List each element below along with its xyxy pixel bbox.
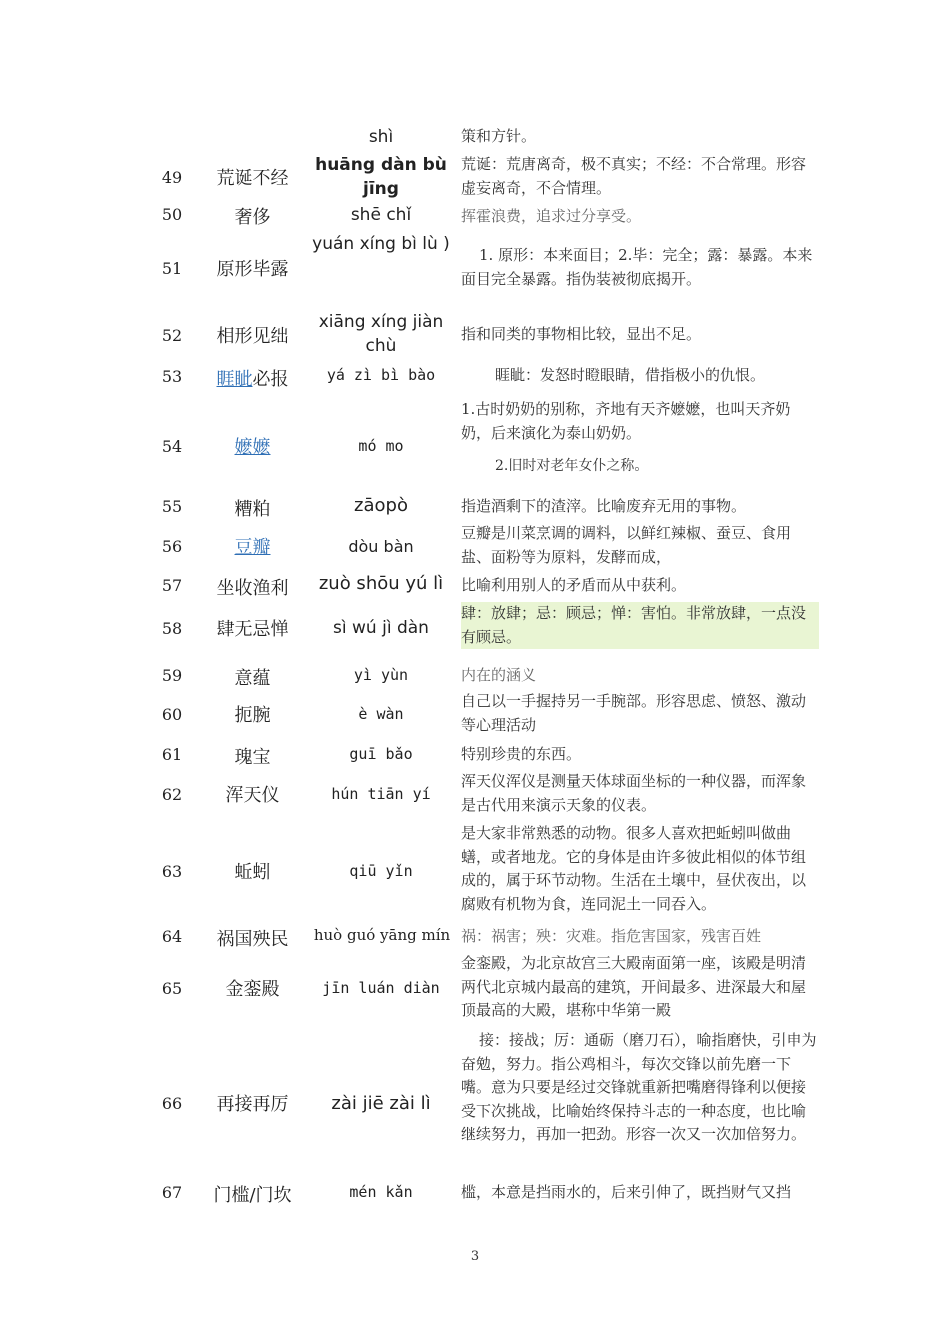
word-cell: 蚯蚓 — [234, 862, 271, 883]
pinyin-cell: yá zì bì bào — [326, 366, 436, 384]
pinyin-cell: yì yùn — [353, 666, 409, 684]
pinyin-cell: è wàn — [358, 705, 404, 723]
row-number: 50 — [161, 205, 183, 224]
definition-cell: 浑天仪浑仪是测量天体球面坐标的一种仪器，而浑象是古代用来演示天象的仪表。 — [461, 772, 807, 814]
definition-cell: 豆瓣是川菜烹调的调料，以鲜红辣椒、蚕豆、食用盐、面粉等为原料，发酵而成， — [461, 524, 792, 566]
pinyin-cell: guī bǎo — [349, 745, 413, 763]
table-row — [0, 153, 950, 201]
table-row — [0, 310, 950, 360]
word-link[interactable]: 嬷嬷 — [234, 437, 271, 458]
table-row — [0, 743, 950, 767]
word-cell: 金銮殿 — [225, 979, 280, 1000]
pinyin-cell: hún tiān yí — [331, 785, 431, 803]
row-number: 67 — [161, 1183, 183, 1202]
table-row — [0, 664, 950, 688]
row-number: 53 — [161, 367, 183, 386]
row-number: 64 — [161, 927, 183, 946]
table-row — [0, 1181, 950, 1205]
table-row — [0, 398, 950, 486]
definition-line: 1.古时奶奶的别称，齐地有天齐嬷嬷，也叫天齐奶奶，后来演化为泰山奶奶。 — [461, 400, 791, 442]
row-number: 65 — [161, 978, 183, 998]
table-row — [0, 522, 950, 570]
row-number: 52 — [161, 325, 183, 345]
table-row — [0, 205, 950, 229]
row-number: 60 — [161, 704, 183, 724]
definition-cell: 指造酒剩下的渣滓。比喻废弃无用的事物。 — [461, 497, 747, 515]
row-number: 57 — [161, 576, 183, 595]
word-cell: 奢侈 — [234, 207, 271, 228]
word-cell: 门槛/门坎 — [213, 1185, 292, 1206]
definition-cell: 肆：放肆；忌：顾忌；惮：害怕。非常放肆，一点没有顾忌。 — [461, 602, 819, 649]
pinyin-cell: shē chǐ — [350, 205, 412, 225]
row-number: 63 — [161, 861, 183, 881]
word-cell: 浑天仪 — [225, 785, 280, 806]
word-cell: 肆无忌惮 — [216, 619, 289, 640]
table-row — [0, 690, 950, 738]
definition-cell: 内在的涵义 — [461, 666, 537, 684]
definition-cell: 金銮殿，为北京故宫三大殿南面第一座，该殿是明清两代北京城内最高的建筑，开间最多、进深最大和屋顶最高的大殿，堪称中华第一殿 — [461, 954, 807, 1019]
definition-cell: 接：接战；厉：通砺（磨刀石），喻指磨快，引申为奋勉，努力。指公鸡相斗，每次交锋以前先磨一下嘴。意为只要是经过交锋就重新把嘴磨得锋利以便接受下次挑战，比喻始终保持斗志的一种态度，也比喻继续努力，再加一把劲。形容一次又一次加倍努力。 — [461, 1031, 817, 1143]
definition-cell: 是大家非常熟悉的动物。很多人喜欢把蚯蚓叫做曲蟮，或者地龙。它的身体是由许多彼此相似的体节组成的，属于环节动物。生活在土壤中，昼伏夜出，以腐败有机物为食，连同泥土一同吞入。 — [461, 824, 807, 913]
table-row — [0, 1029, 950, 1173]
pinyin-cell: huāng dàn bù jīng — [315, 155, 447, 199]
pinyin-cell: yuán xíng bì lù ) — [312, 234, 450, 254]
row-number: 66 — [161, 1093, 183, 1113]
definition-cell — [461, 398, 819, 479]
row-number: 51 — [161, 258, 183, 278]
row-number: 55 — [161, 497, 183, 516]
table-row — [0, 925, 950, 949]
table-row — [0, 364, 950, 392]
pinyin-cell: mó mo — [358, 437, 404, 455]
table-row — [0, 574, 950, 598]
pinyin-cell: huò guó yāng mín — [313, 926, 451, 944]
definition-cell: 比喻利用别人的矛盾而从中获利。 — [461, 576, 687, 594]
word-cell: 原形毕露 — [216, 259, 289, 280]
pinyin-cell: xiāng xíng jiàn chù — [318, 312, 444, 356]
pinyin-cell: mén kǎn — [349, 1183, 413, 1201]
definition-cell: 1. 原形：本来面目；2.毕：完全；露：暴露。本来面目完全暴露。指伪装被彻底揭开。 — [461, 246, 813, 288]
definition-cell: 荒诞：荒唐离奇，极不真实；不经：不合常理。形容虚妄离奇，不合情理。 — [461, 155, 807, 197]
definition-cell: 祸：祸害；殃：灾难。指危害国家，残害百姓 — [461, 927, 762, 945]
word-cell: 糟粕 — [234, 499, 271, 520]
row-number: 49 — [161, 167, 183, 187]
table-row — [0, 822, 950, 918]
row-number: 62 — [161, 784, 183, 804]
word-cell: 坐收渔利 — [216, 578, 289, 599]
pinyin-cell: qiū yǐn — [349, 862, 413, 880]
pinyin-cell: zuò shōu yú lì — [318, 573, 444, 594]
pinyin-cell: shì — [368, 127, 394, 147]
table-row — [0, 770, 950, 818]
word-cell: 相形见绌 — [216, 326, 289, 347]
word-cell — [205, 365, 300, 391]
row-number: 58 — [161, 618, 183, 638]
table-row — [0, 495, 950, 519]
pinyin-cell: dòu bàn — [348, 536, 414, 556]
word-cell: 祸国殃民 — [216, 929, 289, 950]
definition-cell: 睚眦：发怒时瞪眼睛，借指极小的仇恨。 — [495, 366, 766, 384]
definition-cell: 自己以一手握持另一手腕部。形容思虑、愤怒、激动等心理活动 — [461, 692, 807, 734]
word-cell: 扼腕 — [234, 705, 271, 726]
word-cell — [205, 522, 300, 570]
pinyin-cell: zāopò — [354, 495, 408, 516]
row-number: 61 — [161, 745, 183, 764]
word-link[interactable]: 豆瓣 — [234, 537, 271, 558]
definition-cell: 指和同类的事物相比较，显出不足。 — [461, 325, 702, 344]
pinyin-cell: zài jiē zài lì — [331, 1092, 431, 1114]
row-number: 56 — [161, 536, 183, 556]
pinyin-cell: jīn luán diàn — [322, 979, 440, 997]
definition-cell: 特别珍贵的东西。 — [461, 745, 582, 763]
pinyin-cell: sì wú jì dàn — [333, 618, 429, 638]
word-cell: 瑰宝 — [234, 747, 271, 768]
definition-cell: 策和方针。 — [461, 127, 537, 145]
row-number: 59 — [161, 666, 183, 685]
word-cell: 荒诞不经 — [216, 168, 289, 189]
word-cell — [205, 398, 300, 494]
definition-line: 2.旧时对老年女仆之称。 — [495, 458, 649, 474]
page-number: 3 — [470, 1249, 480, 1264]
definition-cell: 槛，本意是挡雨水的，后来引伸了，既挡财气又挡 — [461, 1183, 792, 1201]
table-row — [0, 125, 950, 149]
table-row — [0, 952, 950, 1024]
word-cell: 意蕴 — [234, 668, 271, 689]
definition-cell: 挥霍浪费，追求过分享受。 — [461, 207, 642, 225]
table-row — [0, 232, 950, 304]
word-link[interactable]: 睚眦 — [216, 369, 253, 390]
word-rest: 必报 — [252, 369, 289, 390]
table-row — [0, 602, 950, 650]
word-cell: 再接再厉 — [216, 1094, 289, 1115]
row-number: 54 — [161, 436, 183, 456]
